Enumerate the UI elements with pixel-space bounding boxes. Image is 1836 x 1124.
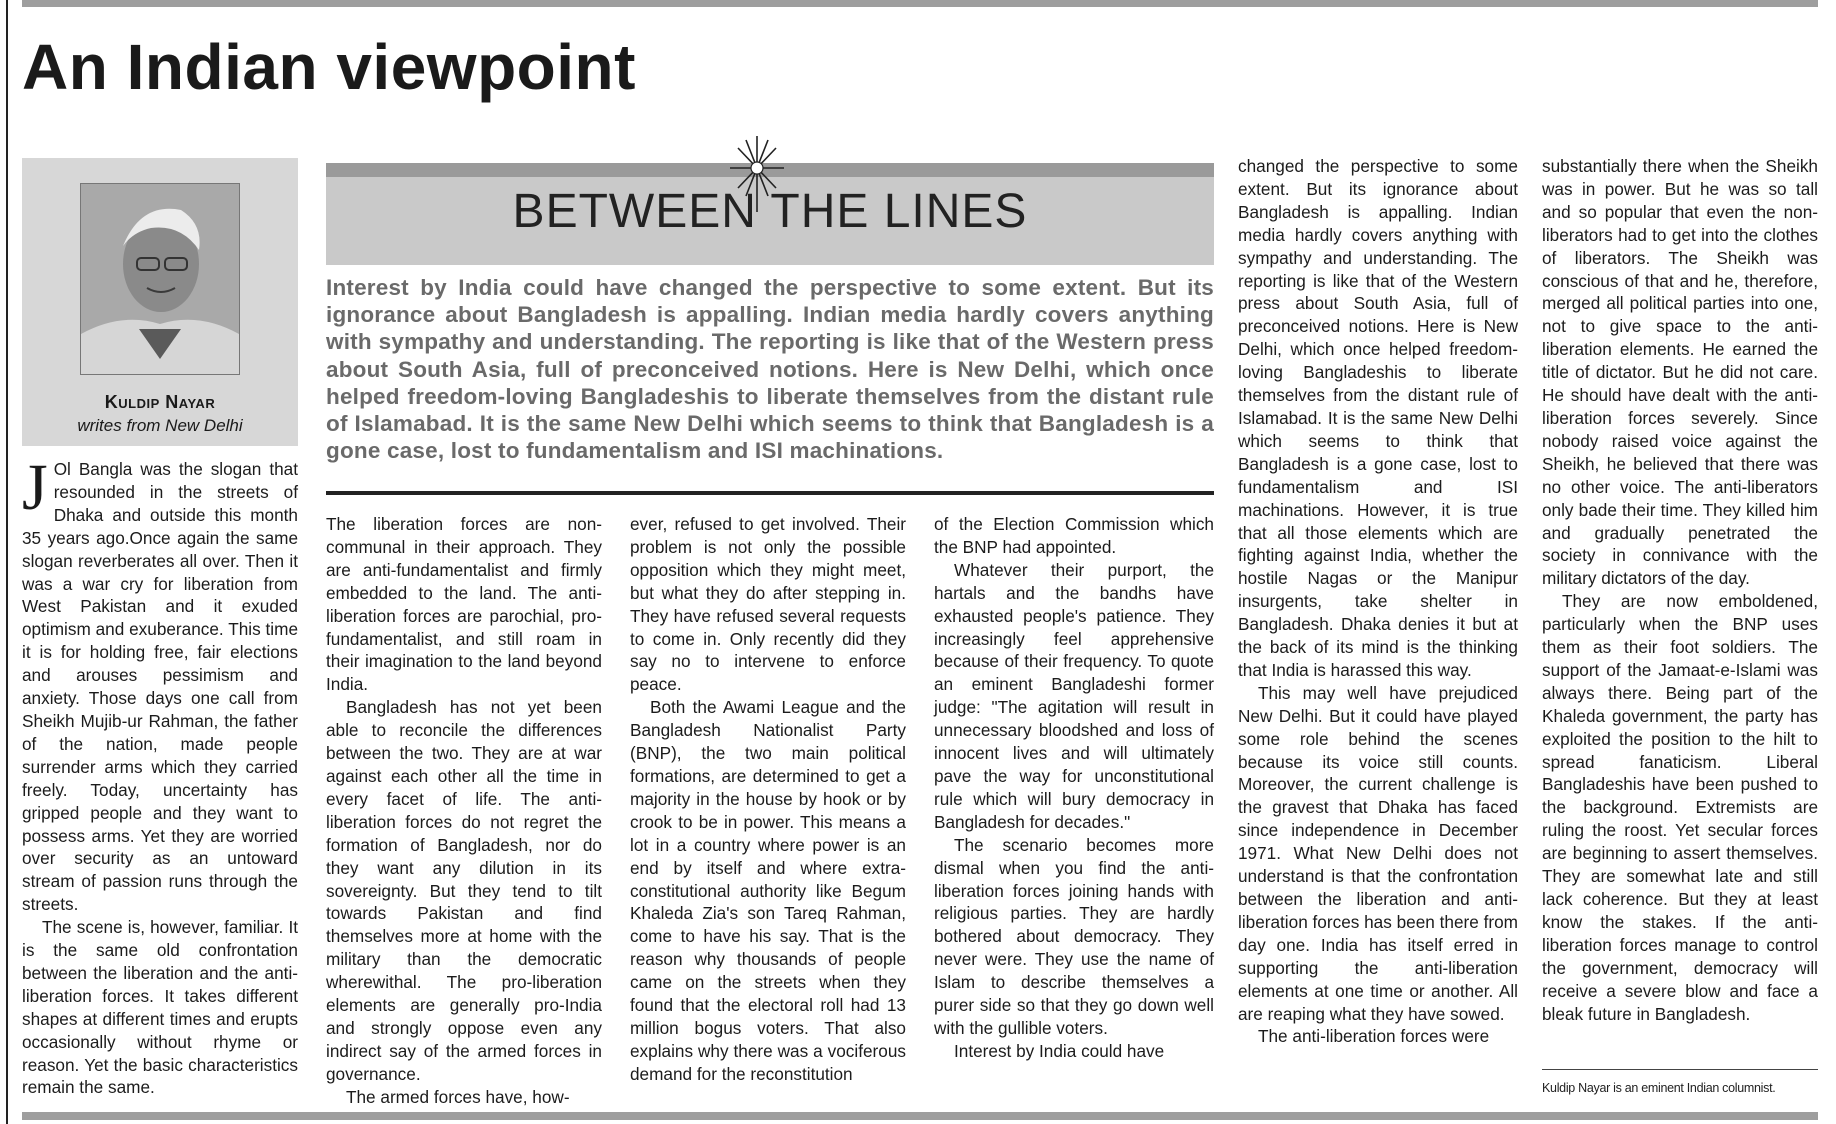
drop-cap: J — [22, 451, 48, 524]
author-photo — [80, 183, 240, 375]
author-name: Kuldip Nayar — [104, 392, 216, 412]
paragraph: of the Election Commission which the BNP had appointed. — [934, 514, 1214, 557]
article-column-5 — [1238, 155, 1518, 1048]
article-column-2 — [326, 513, 602, 1109]
paragraph: They are now emboldened, particularly when the BNP uses them as their foot soldiers. The support of the Jamaat-e-Islami was always there. Being part of the Khaleda government, the party has exploited the position to the hilt to spread fanaticism. Liberal Bangladeshis have been pushed to the background. Extremists are ruling the roost. Yet secular forces are beginning to assert themselves. They are somewhat late and still lack coherence. But they at least know the stakes. If the anti-liberation forces manage to control the government, democracy will receive a severe blow and face a bleak future in Bangladesh. — [1542, 591, 1818, 1024]
paragraph: substantially there when the Sheikh was in power. But he was so tall and so popular that even the non-liberators had to get into the clothes of liberators. The Sheikh was conscious of that and he, therefore, merged all political parties into one, not to give space to the anti-liberation elements. He earned the title of dictator. But he did not care. He should have dealt with the anti-liberation forces severely. Since nobody raised voice against the Sheikh, he believed that there was no other voice. The anti-liberators only bade their time. They killed him and gradually penetrated the society in connivance with the military dictators of the day. — [1542, 156, 1818, 589]
article-column-3 — [630, 513, 906, 1086]
paragraph: The scenario becomes more dismal when you find the anti-liberation forces joining hands with religious parties. They are hardly bothered about democracy. They never were. They use the name of Islam to describe themselves a purer side so that they go down well with the gullible voters. — [934, 834, 1214, 1038]
standfirst: Interest by India could have changed the perspective to some extent. But its ignorance about Bangladesh is appalling. Indian media hardly covers anything with sympathy and understanding. The reporting is like that of the Western press about South Asia, full of preconceived notions. Here is New Delhi, which once helped freedom-loving Bangladeshis to liberate themselves from the distant rule of Islamabad. It is the same New Delhi which seems to think that Bangladesh is a gone case, lost to fundamentalism and ISI machinations. — [326, 275, 1214, 464]
paragraph: The armed forces have, how- — [346, 1086, 570, 1107]
top-frame-bar — [22, 0, 1818, 7]
paragraph: Whatever their purport, the hartals and the bandhs have exhausted people's patience. They increasingly feel apprehensive because of their frequency. To quote an eminent Bangladeshi former judge: "The agitation will result in unnecessary bloodshed and loss of innocent lives and will ultimately pave the way for unconstitutional rule which will bury democracy in Bangladesh for decades." — [934, 559, 1214, 832]
paragraph: changed the perspective to some extent. But its ignorance about Bangladesh is appalling. Indian media hardly covers anything with sympathy and understanding. The reporting is like that of the Western press about South Asia, full of preconceived notions. Here is New Delhi, which once helped freedom-loving Bangladeshis to liberate themselves from the distant rule of Islamabad. It is the same New Delhi which seems to think that Bangladesh is a gone case, lost to fundamentalism and ISI machinations. However, it is true that all those elements which are fighting against India, whether the hostile Nagas or the Manipur insurgents, take shelter in Bangladesh. Dhaka denies it but at the back of its mind is the thinking that India is harassed this way. — [1238, 156, 1518, 680]
endnote-rule — [1542, 1069, 1818, 1070]
paragraph: The liberation forces are non-communal in their approach. They are anti-fundamentalist and firmly embedded to the land. The anti-liberation forces are parochial, pro-fundamentalist, and still roam in their imagination to the land beyond India. — [326, 514, 602, 695]
standfirst-rule — [326, 491, 1214, 495]
author-portrait-icon — [81, 184, 239, 374]
paragraph: Interest by India could have — [954, 1040, 1165, 1061]
section-banner-title: BETWEEN THE LINES — [512, 185, 1028, 238]
paragraph: The scene is, however, familiar. It is the same old confrontation between the liberation and the anti-liberation forces. It takes different shapes at different times and erupts occasionally without rhyme or reason. Yet the basic characteristics remain the same. — [22, 917, 298, 1098]
article-column-1 — [22, 451, 298, 1099]
paragraph: The anti-liberation forces were — [1258, 1026, 1490, 1047]
paragraph: This may well have prejudiced New Delhi. But it could have played some role behind the scenes because its voice still counts. Moreover, the current challenge is the gravest that Dhaka has faced since independence in December 1971. What New Delhi does not understand is that the confrontation between the liberation and anti-liberation forces has been there from day one. India has itself erred in supporting the anti-liberation elements at one time or another. All are reaping what they have sowed. — [1238, 682, 1518, 1024]
headline: An Indian viewpoint — [22, 31, 636, 103]
article-column-4 — [934, 513, 1214, 1063]
author-box — [22, 158, 298, 446]
paragraph: ever, refused to get involved. Their problem is not only the possible opposition which they might meet, but what they do after stepping in. They have refused several requests to come in. Only recently did they say no to intervene to enforce peace. — [630, 514, 906, 695]
author-endnote: Kuldip Nayar is an eminent Indian columnist. — [1542, 1081, 1776, 1095]
paragraph: Both the Awami League and the Bangladesh Nationalist Party (BNP), the two main political formations, are determined to get a majority in the house by hook or by crook to be in power. This means a lot in a country where power is an end by itself and where extra-constitutional authority like Begum Khaleda Zia's son Tareq Rahman, come to have his say. That is the reason why thousands of people came on the streets when they found that the electoral roll had 13 million bogus voters. That also explains why there was a vociferous demand for the reconstitution — [630, 697, 906, 1084]
paragraph: Bangladesh has not yet been able to reconcile the differences between the two. They are at war against each other all the time in every facet of life. The anti-liberation forces do not regret the formation of Bangladesh, nor do they want any dilution in its sovereignty. But they tend to tilt towards Pakistan and find themselves more at home with the military than the democratic wherewithal. The pro-liberation elements are generally pro-India and strongly oppose even any indirect say of the armed forces in governance. — [326, 697, 602, 1084]
article-column-6 — [1542, 155, 1818, 1025]
bottom-frame-bar — [22, 1112, 1818, 1120]
left-border-rule — [6, 0, 8, 1124]
paragraph — [22, 451, 298, 916]
author-location: writes from New Delhi — [77, 416, 243, 435]
paragraph-text: Ol Bangla was the slogan that resounded in the streets of Dhaka and outside this month 35 years ago.Once again the same slogan reverberates all over. Then it was a war cry for liberation from West Pakistan and it exuded optimism and exuberance. This time it is for holding free, fair elections and arouses pessimism and anxiety. Those days one call from Sheikh Mujib-ur Rahman, the father of the nation, made people surrender arms which they carried freely. Today, uncertainty has gripped people and they want to possess arms. Yet they are worried over security as an untoward stream of passion runs through the streets. — [22, 459, 298, 915]
